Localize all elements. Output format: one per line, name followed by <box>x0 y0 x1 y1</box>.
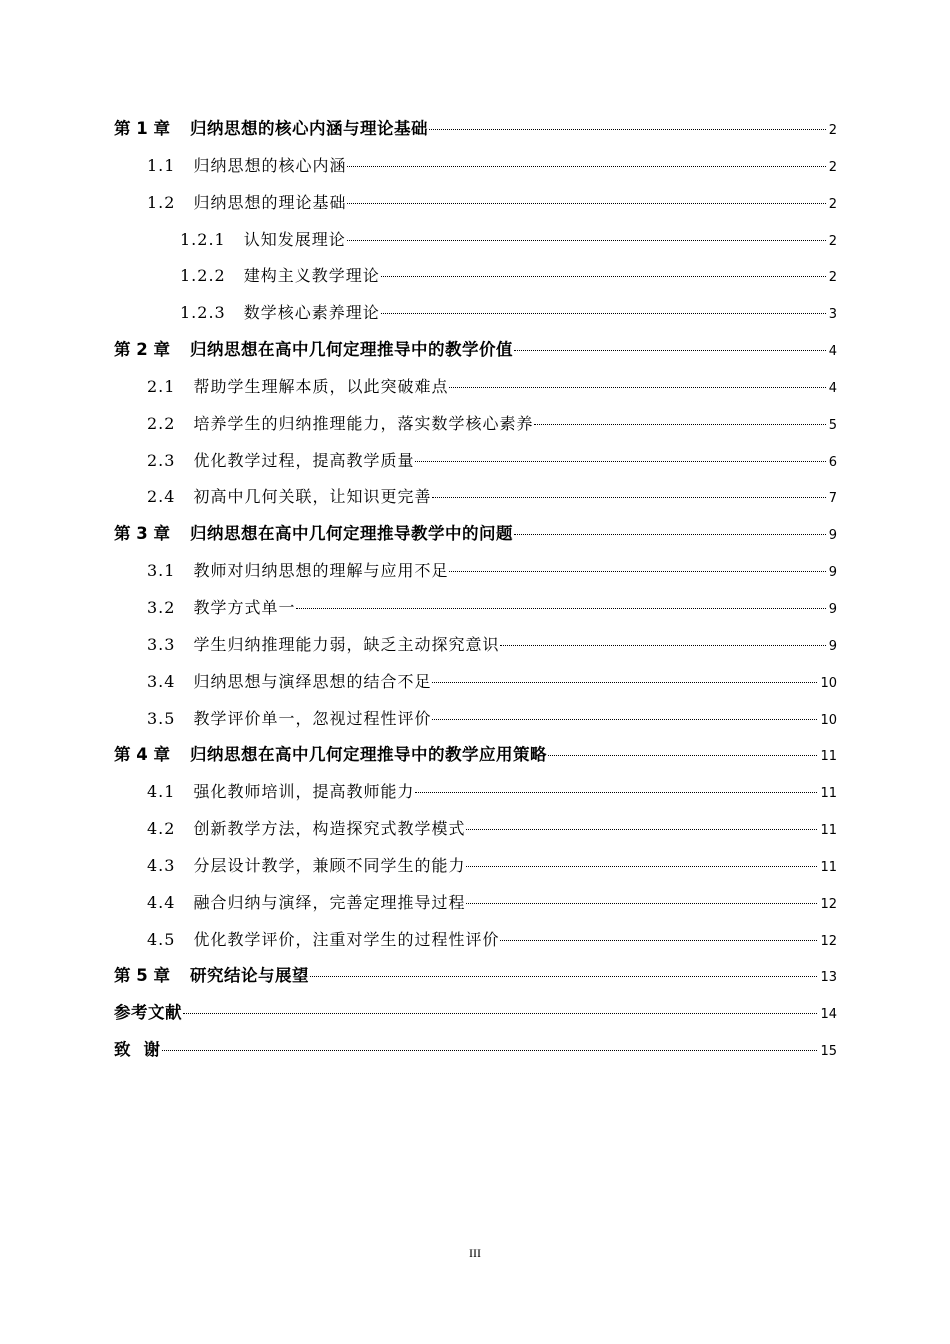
toc-entry[interactable] <box>114 701 837 738</box>
dot-leader <box>466 829 817 830</box>
dot-leader <box>432 497 825 498</box>
dot-leader <box>466 866 817 867</box>
toc-entry-number: 1.2 <box>147 192 176 212</box>
toc-entry-number: 第 5 章 <box>114 966 170 986</box>
toc-entry[interactable] <box>114 516 837 553</box>
toc-entry-number: 4.3 <box>147 855 176 875</box>
table-of-contents <box>114 111 837 1069</box>
toc-entry-title: 认知发展理论 <box>243 229 346 249</box>
toc-entry[interactable] <box>114 811 837 848</box>
toc-entry-number: 2.4 <box>147 487 176 507</box>
toc-entry-acknowledgements[interactable] <box>114 1032 837 1069</box>
toc-entry[interactable] <box>114 885 837 922</box>
toc-entry-number: 4.1 <box>147 782 176 802</box>
toc-entry[interactable] <box>114 774 837 811</box>
toc-entry-title: 教师对归纳思想的理解与应用不足 <box>193 561 449 581</box>
toc-entry-page: 7 <box>828 491 837 507</box>
toc-entry-page: 5 <box>828 417 837 433</box>
toc-entry-page: 10 <box>820 712 837 728</box>
toc-entry[interactable] <box>114 332 837 369</box>
toc-entry-title: 创新教学方法，构造探究式教学模式 <box>193 819 466 839</box>
toc-entry-number: 1.1 <box>147 155 176 175</box>
toc-entry-title: 优化教学过程，提高教学质量 <box>193 450 415 470</box>
toc-entry[interactable] <box>114 258 837 295</box>
toc-entry[interactable] <box>114 958 837 995</box>
toc-entry-page: 11 <box>820 859 837 875</box>
dot-leader <box>381 276 826 277</box>
toc-entry-number: 3.2 <box>147 597 176 617</box>
dot-leader <box>415 461 825 462</box>
toc-entry-title: 参考文献 <box>114 1003 182 1023</box>
toc-entry-title: 归纳思想在高中几何定理推导中的教学价值 <box>189 340 513 360</box>
toc-entry[interactable] <box>114 627 837 664</box>
toc-entry-number: 第 2 章 <box>114 340 170 360</box>
dot-leader <box>449 387 825 388</box>
toc-entry-number: 3.3 <box>147 634 176 654</box>
toc-entry[interactable] <box>114 590 837 627</box>
toc-entry-page: 2 <box>828 270 837 286</box>
dot-leader <box>466 903 817 904</box>
toc-entry[interactable] <box>114 479 837 516</box>
dot-leader <box>500 940 817 941</box>
toc-entry-page: 12 <box>820 933 837 949</box>
toc-entry-title: 帮助学生理解本质，以此突破难点 <box>193 376 449 396</box>
toc-entry[interactable] <box>114 111 837 148</box>
toc-entry-number: 第 3 章 <box>114 524 170 544</box>
toc-entry-page: 9 <box>828 601 837 617</box>
toc-entry-page: 11 <box>820 823 837 839</box>
toc-entry-number: 3.4 <box>147 671 176 691</box>
toc-entry-page: 2 <box>828 159 837 175</box>
toc-entry-page: 12 <box>820 896 837 912</box>
toc-entry-number: 1.2.3 <box>180 303 226 323</box>
dot-leader <box>514 534 826 535</box>
toc-entry[interactable] <box>114 922 837 959</box>
dot-leader <box>548 755 817 756</box>
dot-leader <box>347 240 826 241</box>
toc-entry-number: 2.3 <box>147 450 176 470</box>
toc-entry-title: 建构主义教学理论 <box>243 266 380 286</box>
toc-entry-title: 归纳思想在高中几何定理推导中的教学应用策略 <box>189 745 547 765</box>
toc-entry-number: 2.2 <box>147 413 176 433</box>
toc-entry-title: 数学核心素养理论 <box>243 303 380 323</box>
toc-entry-page: 10 <box>820 675 837 691</box>
dot-leader <box>347 203 825 204</box>
toc-entry-title: 分层设计教学，兼顾不同学生的能力 <box>193 855 466 875</box>
toc-entry-page: 9 <box>828 528 837 544</box>
dot-leader <box>500 645 825 646</box>
dot-leader <box>296 608 825 609</box>
toc-entry-title: 教学方式单一 <box>193 597 296 617</box>
dot-leader <box>381 313 826 314</box>
toc-entry-title: 归纳思想的理论基础 <box>193 192 347 212</box>
toc-entry-number: 4.5 <box>147 929 176 949</box>
toc-entry[interactable] <box>114 664 837 701</box>
toc-entry[interactable] <box>114 222 837 259</box>
toc-entry-page: 11 <box>820 749 837 765</box>
toc-entry-page: 3 <box>828 307 837 323</box>
toc-entry-number: 3.1 <box>147 561 176 581</box>
dot-leader <box>514 350 826 351</box>
toc-entry-page: 2 <box>828 196 837 212</box>
toc-entry-title: 优化教学评价，注重对学生的过程性评价 <box>193 929 500 949</box>
dot-leader <box>310 976 817 977</box>
dot-leader <box>429 129 826 130</box>
toc-entry-number: 3.5 <box>147 708 176 728</box>
toc-entry-page: 15 <box>820 1044 837 1060</box>
toc-entry[interactable] <box>114 406 837 443</box>
toc-entry-page: 13 <box>820 970 837 986</box>
toc-entry-page: 2 <box>828 123 837 138</box>
toc-entry-title: 归纳思想的核心内涵 <box>193 155 347 175</box>
dot-leader <box>432 719 817 720</box>
toc-entry[interactable] <box>114 848 837 885</box>
toc-entry-number: 第 4 章 <box>114 745 170 765</box>
toc-entry-references[interactable] <box>114 995 837 1032</box>
toc-entry-title: 归纳思想在高中几何定理推导教学中的问题 <box>189 524 513 544</box>
dot-leader <box>415 792 817 793</box>
toc-entry[interactable] <box>114 148 837 185</box>
toc-entry[interactable] <box>114 369 837 406</box>
toc-entry-number: 2.1 <box>147 376 176 396</box>
toc-entry-page: 11 <box>820 786 837 802</box>
toc-entry-number: 第 1 章 <box>114 119 170 138</box>
toc-entry-number: 1.2.2 <box>180 266 226 286</box>
toc-entry[interactable] <box>114 443 837 480</box>
toc-entry-title: 教学评价单一，忽视过程性评价 <box>193 708 432 728</box>
toc-entry-page: 9 <box>828 638 837 654</box>
toc-entry-number: 1.2.1 <box>180 229 226 249</box>
toc-entry-page: 2 <box>828 233 837 249</box>
toc-entry-page: 9 <box>828 565 837 581</box>
toc-entry[interactable] <box>114 737 837 774</box>
toc-entry-number: 4.2 <box>147 819 176 839</box>
toc-entry-title: 致 谢 <box>114 1040 161 1060</box>
toc-entry-title: 融合归纳与演绎，完善定理推导过程 <box>193 892 466 912</box>
toc-entry[interactable] <box>114 553 837 590</box>
dot-leader <box>162 1050 818 1051</box>
toc-entry-page: 4 <box>828 380 837 396</box>
toc-entry[interactable] <box>114 295 837 332</box>
dot-leader <box>449 571 825 572</box>
toc-entry-title: 培养学生的归纳推理能力，落实数学核心素养 <box>193 413 534 433</box>
toc-entry-number: 4.4 <box>147 892 176 912</box>
toc-entry-title: 研究结论与展望 <box>189 966 309 986</box>
dot-leader <box>432 682 817 683</box>
dot-leader <box>347 166 825 167</box>
toc-entry[interactable] <box>114 185 837 222</box>
toc-entry-title: 学生归纳推理能力弱，缺乏主动探究意识 <box>193 634 500 654</box>
page-number: III <box>469 1246 481 1260</box>
toc-entry-page: 4 <box>828 344 837 360</box>
toc-entry-title: 归纳思想的核心内涵与理论基础 <box>189 119 428 138</box>
dot-leader <box>534 424 825 425</box>
toc-entry-page: 14 <box>820 1007 837 1023</box>
toc-entry-title: 初高中几何关联，让知识更完善 <box>193 487 432 507</box>
toc-entry-page: 6 <box>828 454 837 470</box>
dot-leader <box>183 1013 817 1014</box>
toc-entry-title: 归纳思想与演绎思想的结合不足 <box>193 671 432 691</box>
toc-entry-title: 强化教师培训，提高教师能力 <box>193 782 415 802</box>
